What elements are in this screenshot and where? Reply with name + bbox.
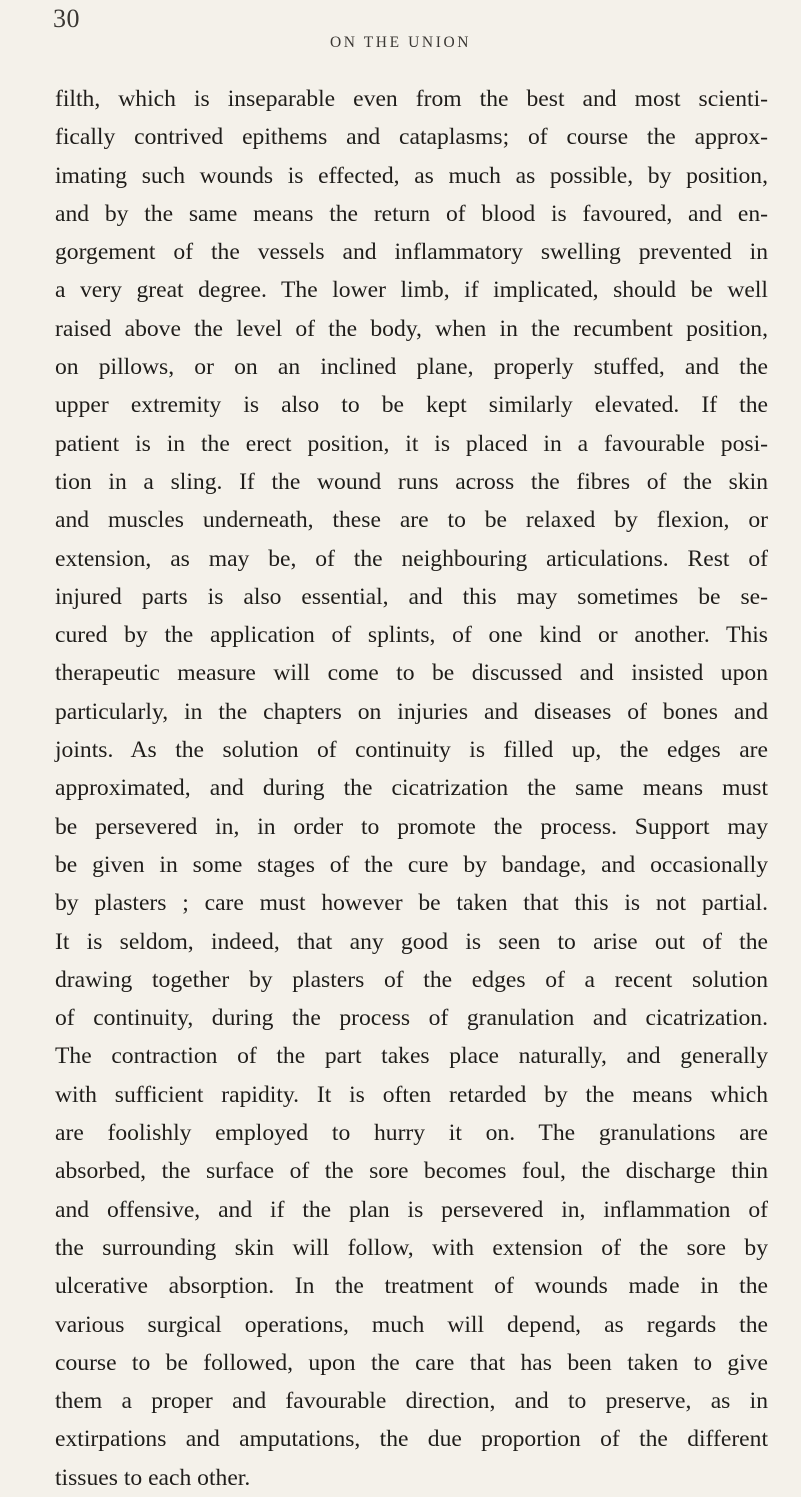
text-line: injured parts is also essential, and this may sometimes be se- <box>55 583 768 610</box>
text-line: tion in a sling. If the wound runs across the fibres of the skin <box>55 468 768 495</box>
text-line: are foolishly employed to hurry it on. The granulations are <box>55 1120 768 1147</box>
text-line: raised above the level of the body, when in the recumbent position, <box>55 315 768 342</box>
page-number: 30 <box>53 4 80 33</box>
text-line: extension, as may be, of the neighbouring articulations. Rest of <box>55 545 768 572</box>
text-line: drawing together by plasters of the edges of a recent solution <box>55 966 768 993</box>
running-head: ON THE UNION <box>329 34 472 51</box>
text-line: various surgical operations, much will depend, as regards the <box>55 1311 768 1338</box>
text-line: patient is in the erect position, it is placed in a favourable posi- <box>55 430 768 457</box>
text-line: be given in some stages of the cure by bandage, and occasionally <box>55 851 768 878</box>
text-line: with sufficient rapidity. It is often retarded by the means which <box>55 1081 768 1108</box>
text-line: them a proper and favourable direction, and to preserve, as in <box>55 1388 768 1415</box>
text-line: fically contrived epithems and cataplasms; of course the approx- <box>55 124 768 151</box>
text-line: tissues to each other. <box>55 1464 251 1491</box>
text-line: particularly, in the chapters on injuries and diseases of bones and <box>55 698 768 725</box>
text-line: by plasters ; care must however be taken that this is not partial. <box>55 890 768 917</box>
body-paragraph <box>55 80 768 1497</box>
text-line: be persevered in, in order to promote the process. Support may <box>55 813 768 840</box>
text-line: cured by the application of splints, of one kind or another. This <box>55 622 768 649</box>
text-line: approximated, and during the cicatrization the same means must <box>55 775 768 802</box>
text-line: upper extremity is also to be kept similarly elevated. If the <box>55 392 768 419</box>
text-line: extirpations and amputations, the due proportion of the different <box>55 1426 768 1453</box>
text-line: It is seldom, indeed, that any good is seen to arise out of the <box>55 928 768 955</box>
text-line: joints. As the solution of continuity is filled up, the edges are <box>55 737 768 764</box>
text-line: imating such wounds is effected, as much as possible, by position, <box>55 162 768 189</box>
text-line: the surrounding skin will follow, with extension of the sore by <box>55 1234 768 1261</box>
text-line: The contraction of the part takes place naturally, and generally <box>55 1043 768 1070</box>
text-line: a very great degree. The lower limb, if implicated, should be well <box>55 277 768 304</box>
text-line: of continuity, during the process of granulation and cicatrization. <box>55 1005 768 1032</box>
text-line: on pillows, or on an inclined plane, properly stuffed, and the <box>55 354 768 381</box>
text-line: and offensive, and if the plan is persevered in, inflammation of <box>55 1196 768 1223</box>
text-line: course to be followed, upon the care that has been taken to give <box>55 1349 768 1376</box>
text-line: ulcerative absorption. In the treatment of wounds made in the <box>55 1273 768 1300</box>
text-line: absorbed, the surface of the sore becomes foul, the discharge thin <box>55 1158 768 1185</box>
text-line: and muscles underneath, these are to be relaxed by flexion, or <box>55 507 768 534</box>
text-line: therapeutic measure will come to be discussed and insisted upon <box>55 660 768 687</box>
text-line: gorgement of the vessels and inflammatory swelling prevented in <box>55 239 768 266</box>
text-line: filth, which is inseparable even from the best and most scienti- <box>55 86 768 112</box>
text-line: and by the same means the return of blood is favoured, and en- <box>55 200 768 227</box>
